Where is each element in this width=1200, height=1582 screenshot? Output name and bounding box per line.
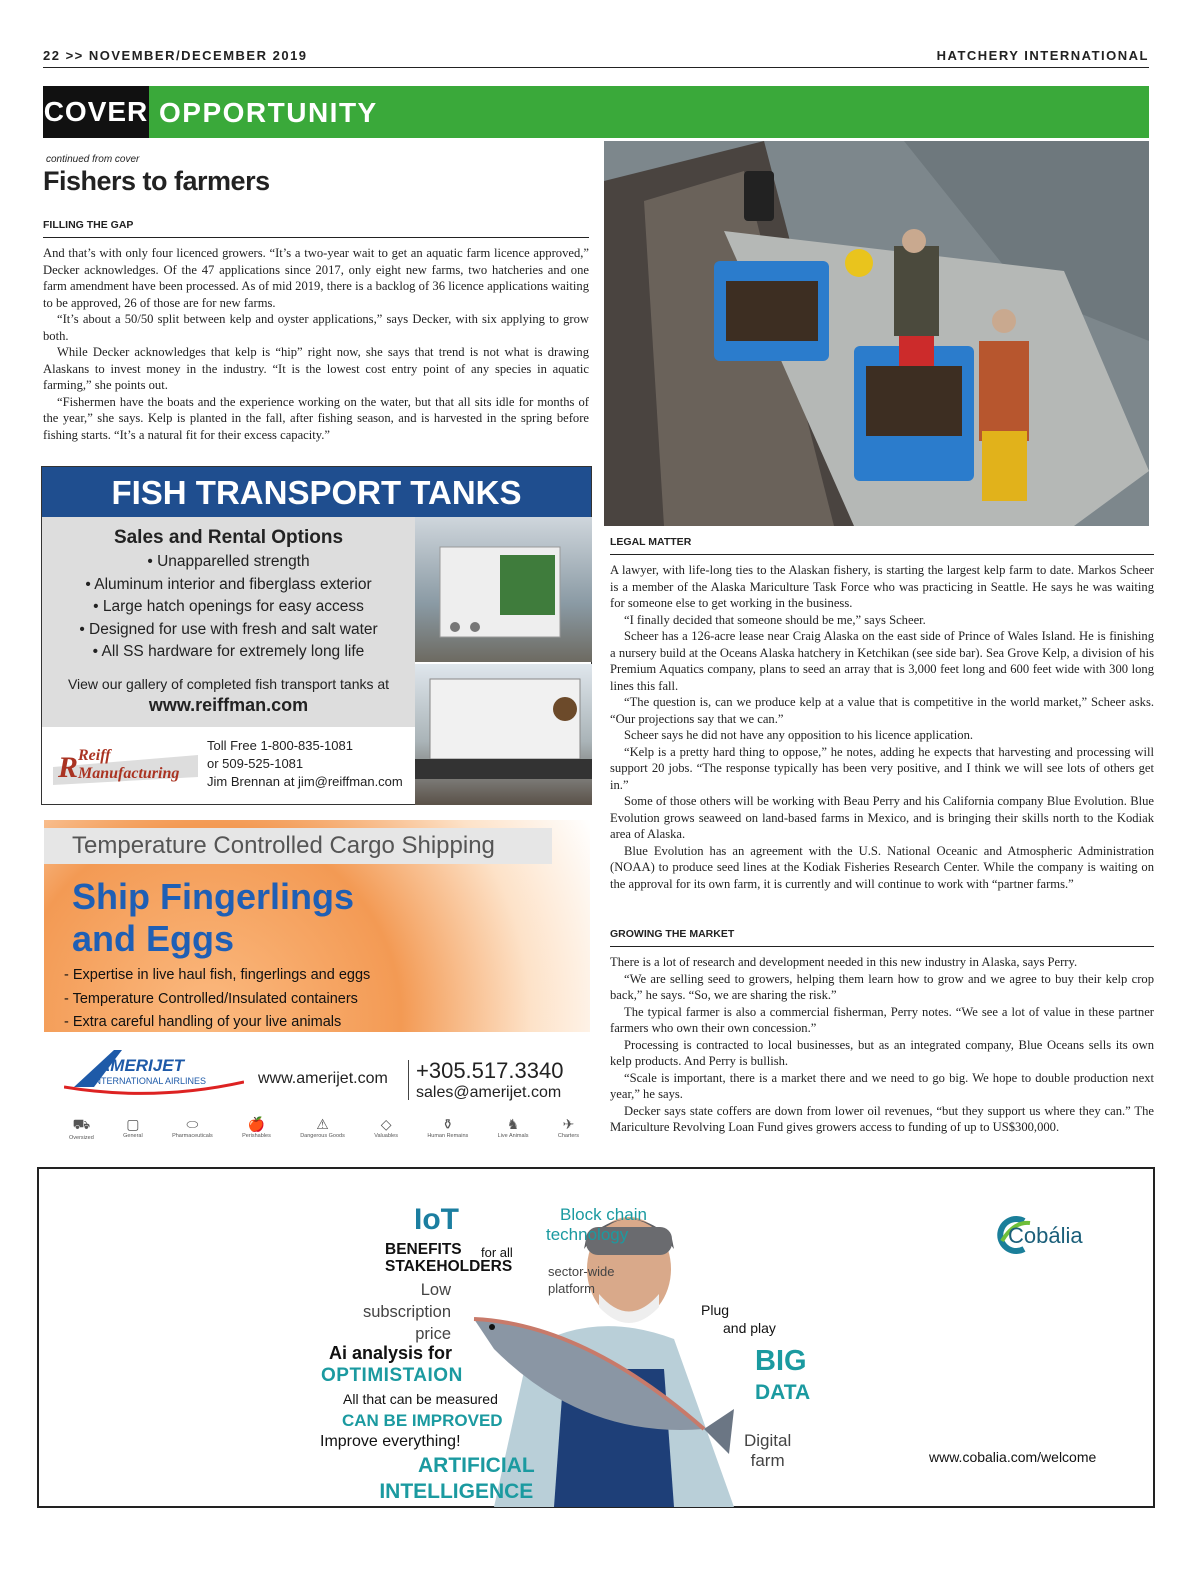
contact-block	[207, 737, 403, 791]
amerijet-website[interactable]: www.amerijet.com	[258, 1070, 388, 1087]
article-section-filling-gap	[43, 219, 589, 443]
cobalia-url[interactable]: www.cobalia.com/welcome	[929, 1449, 1097, 1465]
bullet: • Designed for use with fresh and salt water	[79, 620, 378, 638]
bullet: - Temperature Controlled/Insulated containers	[64, 990, 358, 1007]
subhead: LEGAL MATTER	[610, 536, 1154, 555]
cobalia-logo	[994, 1211, 1114, 1259]
stakeholders-line: STAKEHOLDERS	[385, 1258, 513, 1275]
blockchain-line: Block chain	[560, 1205, 647, 1224]
logo-text: Reiff Manufacturing	[78, 747, 180, 782]
cobalia-brand: Cobália	[1008, 1223, 1083, 1248]
ad-subtitle: Sales and Rental Options	[113, 527, 344, 548]
ai-line: INTELLIGENCE	[379, 1480, 534, 1503]
optimisation-label: OPTIMISTAION	[321, 1365, 463, 1386]
paragraph: “Kelp is a pretty hard thing to oppose,” he notes, adding he expects that harvesting and processing will support 20 jobs. “The response typically has been very positive, and I think we will see lots of others get in.”	[610, 744, 1154, 792]
price-line: price	[415, 1325, 451, 1343]
service-label: Live Animals	[497, 1133, 529, 1139]
sector-line: sector-wide	[548, 1264, 615, 1279]
amerijet-email[interactable]: sales@amerijet.com	[416, 1084, 562, 1101]
tank-photo-2	[415, 664, 592, 805]
paragraph: Some of those others will be working with Beau Perry and his California company Blue Evolution. Blue Evolution grows seaweed on land-based farms in Mexico, and is bringing their skills north to the Kodiak area of Alaska.	[610, 794, 1154, 841]
service-charters: ✈ Charters	[557, 1116, 579, 1139]
service-general: ▢ General	[123, 1116, 143, 1139]
benefits-line: BENEFITS	[385, 1241, 462, 1258]
sector-label	[548, 1263, 614, 1297]
phone: or 509-525-1081	[207, 756, 304, 771]
bullet: • Unapparelled strength	[147, 553, 310, 570]
paragraph: “I finally decided that someone should be me,” says Scheer.	[624, 612, 926, 627]
paragraph: There is a lot of research and development needed in this new industry in Alaska, says Perry.	[610, 955, 1078, 969]
paragraph: While Decker acknowledges that kelp is “hip” right now, she says that trend is not what is drawing Alaskans to invest money in the industry. “It is the lowest cost entry point of any species in aquatic farming,” she points out.	[43, 345, 589, 392]
service-pharma: ⬭ Pharmaceuticals	[172, 1116, 213, 1139]
service-dangerous: ⚠ Dangerous Goods	[300, 1116, 345, 1139]
digital-line: Digital	[744, 1431, 792, 1450]
divider	[408, 1060, 409, 1100]
for-all-label: for all	[481, 1245, 513, 1260]
tank-illustration	[415, 517, 592, 662]
service-label: Pharmaceuticals	[172, 1133, 213, 1139]
plug-line: Plug	[701, 1302, 730, 1318]
ai-analysis-label: Ai analysis for	[329, 1343, 453, 1363]
service-label: Oversized	[69, 1135, 94, 1141]
plug-play-label	[701, 1301, 776, 1337]
paragraph: Processing is contracted to local businesses, but as an integrated company, Blue Oceans sells its own kelp products. And Perry is bullish.	[610, 1037, 1154, 1068]
article-body	[610, 954, 1154, 1136]
service-label: Perishables	[242, 1133, 271, 1139]
kelp-harvest-photo	[604, 141, 1149, 526]
play-line: and play	[723, 1320, 776, 1336]
bullet: - Expertise in live haul fish, fingerlings and eggs	[64, 967, 371, 983]
article-body	[43, 245, 589, 443]
ad-footer	[44, 1032, 590, 1151]
section-name: OPPORTUNITY	[159, 97, 378, 128]
article-body	[610, 562, 1154, 892]
bullet: • All SS hardware for extremely long life	[92, 643, 365, 660]
reiff-logo	[48, 737, 198, 793]
headline-line: Ship Fingerlings	[72, 876, 355, 917]
ai-line: ARTIFICIAL	[418, 1454, 535, 1477]
photo-illustration	[604, 141, 1149, 526]
gallery-text: View our gallery of completed fish transport tanks at	[67, 675, 390, 692]
amerijet-logo	[64, 1042, 244, 1102]
bullet: • Large hatch openings for easy access	[93, 598, 364, 615]
headline-line: and Eggs	[72, 918, 235, 959]
amerijet-phone: +305.517.3340	[416, 1058, 564, 1083]
paragraph: “Fishermen have the boats and the experience working on the water, but that all sits idle for months of the year,” she says. Kelp is planted in the fall, after fishing season, and is harvested in the spring before fishing starts. “It’s a natural fit for their excess capacity.”	[43, 394, 589, 442]
service-human: ⚱ Human Remains	[427, 1116, 469, 1139]
paragraph: “Scale is important, there is a market there and we need to go big. We hope to double production next year,” he says.	[610, 1070, 1154, 1101]
service-valuables: ◇ Valuables	[374, 1116, 398, 1139]
service-label: Valuables	[374, 1133, 398, 1139]
bullet: - Extra careful handling of your live animals	[64, 1014, 342, 1030]
paragraph: The typical farmer is also a commercial fisherman, Perry notes. “We see a lot of value in these partner farmers who own their own concession.”	[610, 1004, 1154, 1035]
ad-options-panel	[42, 517, 415, 727]
service-label: Charters	[557, 1133, 579, 1139]
low-price-label	[339, 1279, 451, 1345]
measured-label: All that can be measured	[343, 1391, 498, 1407]
paragraph: Blue Evolution has an agreement with the U.S. National Oceanic and Atmospheric Administration (NOAA) to produce seed lines at the Kodiak Fisheries Research Center. While the company is waiting on the approval for its own farm, it is currently and will continue to work with “partner farms.”	[610, 843, 1154, 891]
article-section-growing-market	[610, 928, 1154, 1136]
big-line: BIG	[755, 1345, 807, 1377]
farm-line: farm	[750, 1451, 785, 1470]
digital-farm-label	[744, 1431, 791, 1471]
ad-headline	[72, 876, 354, 960]
paragraph: Scheer has a 126-acre lease near Craig Alaska on the east side of Prince of Wales Island. He is finishing a nursery build at the Oceans Alaska hatchery in Ketchikan (see side bar). Sea Grove Kelp, a division of his Premium Aquatics company, plans to seed an array that is 3,000 feet long and 600 feet wide with 300 long lines this fall.	[610, 629, 1154, 693]
ad-fish-transport-tanks	[41, 466, 592, 805]
paragraph: “It’s about a 50/50 split between kelp and oyster applications,” says Decker, with six applying to grow both.	[43, 312, 589, 343]
article-section-legal-matter	[610, 536, 1154, 892]
blockchain-label	[546, 1205, 647, 1245]
ad-amerijet	[44, 820, 590, 1151]
section-banner	[43, 86, 1149, 138]
service-label: Human Remains	[427, 1133, 469, 1139]
paragraph: A lawyer, with life-long ties to the Alaskan fishery, is starting the largest kelp farm to date. Markos Scheer is a member of the Alaska Mariculture Task Force who was practicing in Seattle. He says he was waiting for someone else to get working in the business.	[610, 563, 1154, 610]
service-label: Dangerous Goods	[300, 1133, 345, 1139]
subhead: FILLING THE GAP	[43, 219, 589, 238]
service-live: ♞ Live Animals	[497, 1116, 529, 1139]
subscription-line: subscription	[362, 1303, 451, 1321]
paragraph: “We are selling seed to growers, helping them learn how to grow and we agree to buy their kelp crop back,” he says. “So, we are sharing the risk.”	[610, 971, 1154, 1002]
ad-cobalia	[37, 1167, 1155, 1508]
data-line: DATA	[755, 1381, 811, 1404]
paragraph: And that’s with only four licenced growers. “It’s a two-year wait to get an aquatic farm licence approved,” Decker acknowledges. Of the 47 applications since 2017, only eight new farms, two hatcheries and one farm amendment have been processed. As of mid 2019, there is a backlog of 36 licence applications waiting to be approved, 26 of those are for new farms.	[43, 246, 589, 310]
technology-line: technology	[546, 1225, 629, 1244]
subhead: GROWING THE MARKET	[610, 928, 1154, 947]
low-line: Low	[420, 1281, 451, 1299]
ad-banner: Temperature Controlled Cargo Shipping	[44, 828, 552, 864]
continued-note: continued from cover	[46, 154, 140, 165]
bullet: • Aluminum interior and fiberglass exterior	[85, 575, 372, 593]
logo-text: AMERIJET	[98, 1056, 184, 1075]
paragraph: Decker says state coffers are down from lower oil revenues, “but they support us where they can.” The Mariculture Revolving Loan Fund gives growers access to funding of up to US$300,000.	[610, 1103, 1154, 1134]
service-perishables: 🍎 Perishables	[242, 1116, 271, 1139]
improve-everything-label: Improve everything!	[320, 1433, 461, 1450]
ai-label	[378, 1453, 535, 1505]
tank-illustration	[415, 664, 592, 805]
toll-free: Toll Free 1-800-835-1081	[207, 738, 353, 753]
service-oversized: ⛟ Oversized	[69, 1116, 94, 1141]
iot-label: IoT	[414, 1203, 459, 1236]
service-icons	[69, 1116, 579, 1141]
tank-photo-1	[415, 517, 592, 662]
publication-name: HATCHERY INTERNATIONAL	[936, 48, 1149, 63]
paragraph: Scheer says he did not have any opposition to his licence application.	[624, 728, 974, 742]
bullet-list	[42, 551, 415, 664]
contact-email[interactable]: Jim Brennan at jim@reiffman.com	[207, 774, 403, 789]
improved-label: CAN BE IMPROVED	[342, 1411, 503, 1430]
ad-title: FISH TRANSPORT TANKS	[42, 467, 591, 517]
big-data-label	[755, 1345, 810, 1409]
paragraph: “The question is, can we produce kelp at a value that is competitive in the world market,” Scheer asks. “Our projections say that we can.”	[610, 695, 1154, 726]
issue-label: 22 >> NOVEMBER/DECEMBER 2019	[43, 48, 308, 63]
section-label: COVER	[43, 86, 149, 138]
service-label: General	[123, 1133, 143, 1139]
article-title: Fishers to farmers	[43, 166, 270, 196]
platform-line: platform	[548, 1281, 595, 1296]
reiffman-link[interactable]: www.reiffman.com	[148, 694, 309, 715]
logo-subtext: INTERNATIONAL AIRLINES	[92, 1076, 207, 1086]
page-header	[43, 48, 1149, 68]
ad-bullets	[64, 964, 370, 1035]
svg-text:R: R	[58, 751, 79, 784]
